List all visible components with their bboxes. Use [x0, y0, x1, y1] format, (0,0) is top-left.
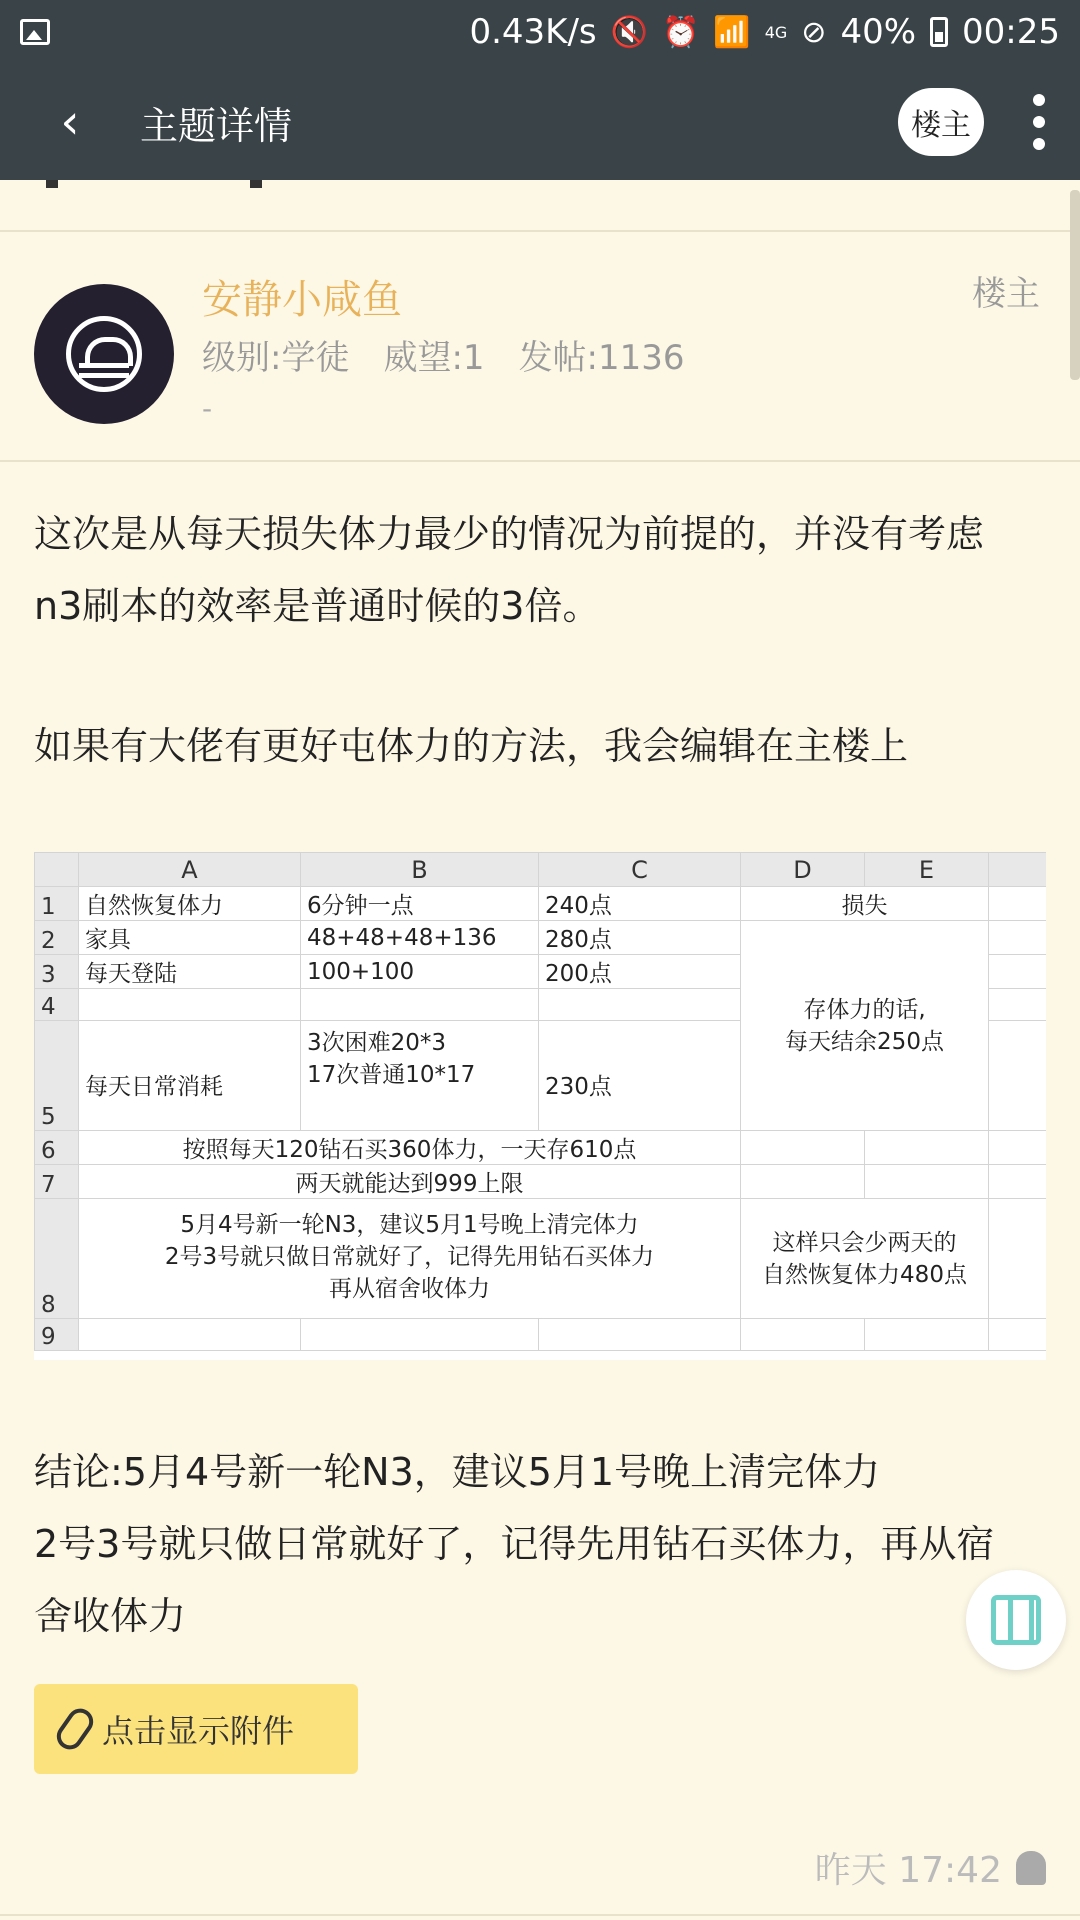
author-post-count: 发帖:1136: [518, 338, 685, 378]
column-header-row: [35, 853, 1047, 887]
show-attachment-button[interactable]: [34, 1684, 358, 1774]
battery-percent: 40%: [840, 12, 917, 52]
text-fragment: [46, 180, 58, 188]
paperclip-icon: [52, 1704, 99, 1755]
post-paragraph-1: [34, 498, 1046, 642]
table-row: [35, 1131, 1047, 1165]
row-number: 9: [35, 1319, 79, 1351]
net-speed: 0.43K/s: [469, 12, 597, 52]
cell-line: 再从宿舍收体力: [329, 1276, 490, 1302]
cell: 每天登陆: [79, 955, 301, 989]
alarm-icon: ⏰: [662, 14, 700, 50]
cell: [865, 1131, 989, 1165]
cell: [301, 1319, 539, 1351]
cell: [989, 1021, 1047, 1131]
table-row: [35, 1165, 1047, 1199]
chevron-left-icon: ‹: [60, 94, 80, 150]
cell: [865, 1319, 989, 1351]
column-header: E: [865, 853, 989, 887]
author-prestige: 威望:1: [383, 338, 485, 378]
spreadsheet-table: [34, 852, 1046, 1351]
cell-line: 3次困难20*3: [307, 1030, 447, 1056]
cell-line: 2号3号就只做日常就好了，记得先用钻石买体力: [164, 1244, 655, 1270]
post-line: 这次是从每天损失体力最少的情况为前提的，并没有考虑: [34, 512, 985, 556]
author-signature: -: [202, 392, 213, 425]
cell: [79, 1319, 301, 1351]
owner-tag: 楼主: [972, 274, 1040, 314]
cell: [989, 1199, 1047, 1319]
row-number: 3: [35, 955, 79, 989]
signal-4g-icon: 4G: [764, 22, 788, 42]
cell-line: 自然恢复体力480点: [762, 1261, 967, 1288]
row-number: 7: [35, 1165, 79, 1199]
previous-content-remnant: [0, 180, 1080, 232]
row-number: 2: [35, 921, 79, 955]
row-number: 1: [35, 887, 79, 921]
cell: 每天日常消耗: [79, 1021, 301, 1131]
merged-cell: 两天就能达到999上限: [79, 1165, 741, 1199]
post-line: 2号3号就只做日常就好了，记得先用钻石买体力，再从宿: [34, 1522, 995, 1566]
merged-cell: 按照每天120钻石买360体力，一天存610点: [79, 1131, 741, 1165]
cell: [301, 989, 539, 1021]
post-paragraph-2: 如果有大佬有更好屯体力的方法，我会编辑在主楼上: [34, 724, 909, 768]
cell: 自然恢复体力: [79, 887, 301, 921]
table-row: [35, 1319, 1047, 1351]
android-icon: [1016, 1851, 1046, 1885]
row-number: 6: [35, 1131, 79, 1165]
cell: [741, 1319, 865, 1351]
cell: [989, 955, 1047, 989]
author-name[interactable]: 安静小咸鱼: [202, 277, 402, 323]
divider: [0, 1914, 1080, 1916]
status-right: [469, 12, 1060, 52]
owner-only-button[interactable]: 楼主: [898, 88, 984, 156]
cell: 48+48+48+136: [301, 921, 539, 955]
spreadsheet-image[interactable]: [34, 852, 1046, 1360]
mute-icon: 🔇: [610, 14, 648, 50]
cell: [865, 1165, 989, 1199]
cell: [301, 1021, 539, 1131]
cell: [989, 921, 1047, 955]
column-header: [989, 853, 1047, 887]
avatar[interactable]: [34, 284, 174, 424]
cell: 240点: [539, 887, 741, 921]
merged-cell: [741, 1199, 989, 1319]
cell-line: 存体力的话,: [803, 996, 926, 1023]
text-fragment: [250, 180, 262, 188]
post-conclusion: [34, 1436, 1046, 1652]
cell: [989, 1165, 1047, 1199]
cell-line: 每天结余250点: [785, 1028, 944, 1055]
app-bar: [0, 64, 1080, 180]
merged-cell: [741, 921, 989, 1131]
table-row: [35, 1199, 1047, 1319]
cell: [741, 1165, 865, 1199]
cell: [539, 989, 741, 1021]
cell: [741, 1131, 865, 1165]
column-header: D: [741, 853, 865, 887]
more-dot-icon: [1033, 138, 1045, 150]
author-level: 级别:学徒: [202, 338, 350, 378]
cell-line: 这样只会少两天的: [772, 1229, 957, 1256]
column-header: A: [79, 853, 301, 887]
attachment-label: 点击显示附件: [102, 1712, 295, 1750]
more-dot-icon: [1033, 94, 1045, 106]
more-dot-icon: [1033, 116, 1045, 128]
row-number: 5: [35, 1021, 79, 1131]
post-time: [815, 1842, 1046, 1893]
column-header: B: [301, 853, 539, 887]
cell: 6分钟一点: [301, 887, 539, 921]
cell: [79, 989, 301, 1021]
cell: [989, 989, 1047, 1021]
cube-icon: [991, 1595, 1041, 1645]
cell-line: 17次普通10*17: [307, 1062, 476, 1088]
cell: [989, 1319, 1047, 1351]
post-timestamp: 昨天 17:42: [814, 1850, 1002, 1891]
back-button[interactable]: [0, 64, 140, 180]
table-row: [35, 887, 1047, 921]
cell: 280点: [539, 921, 741, 955]
table-row: [35, 921, 1047, 955]
floating-action-button[interactable]: [966, 1570, 1066, 1670]
row-number: 8: [35, 1199, 79, 1319]
cell: 100+100: [301, 955, 539, 989]
wifi-icon: 📶: [713, 14, 751, 50]
cell: 家具: [79, 921, 301, 955]
battery-icon: [930, 17, 948, 47]
cell: [989, 887, 1047, 921]
row-number: 4: [35, 989, 79, 1021]
cell: 230点: [539, 1021, 741, 1131]
author-card: [0, 232, 1080, 462]
cell: 损失: [741, 887, 989, 921]
post-line: n3刷本的效率是普通时候的3倍。: [34, 584, 601, 628]
cell-line: 5月4号新一轮N3，建议5月1号晚上清完体力: [180, 1212, 639, 1238]
more-menu-button[interactable]: [1004, 64, 1074, 180]
merged-cell: [79, 1199, 741, 1319]
cell: 200点: [539, 955, 741, 989]
column-header: C: [539, 853, 741, 887]
status-bar: [0, 0, 1080, 64]
corner-cell: [35, 853, 79, 887]
page-title: 主题详情: [140, 103, 293, 148]
gallery-icon: [20, 19, 50, 45]
cell: [989, 1131, 1047, 1165]
author-meta: [202, 330, 685, 379]
libra-icon: [66, 316, 142, 392]
clock: 00:25: [962, 12, 1060, 52]
cell: [539, 1319, 741, 1351]
post-line: 结论:5月4号新一轮N3，建议5月1号晚上清完体力: [34, 1450, 881, 1494]
post-line: 舍收体力: [34, 1594, 187, 1638]
dnd-icon: ⊘: [801, 14, 827, 50]
